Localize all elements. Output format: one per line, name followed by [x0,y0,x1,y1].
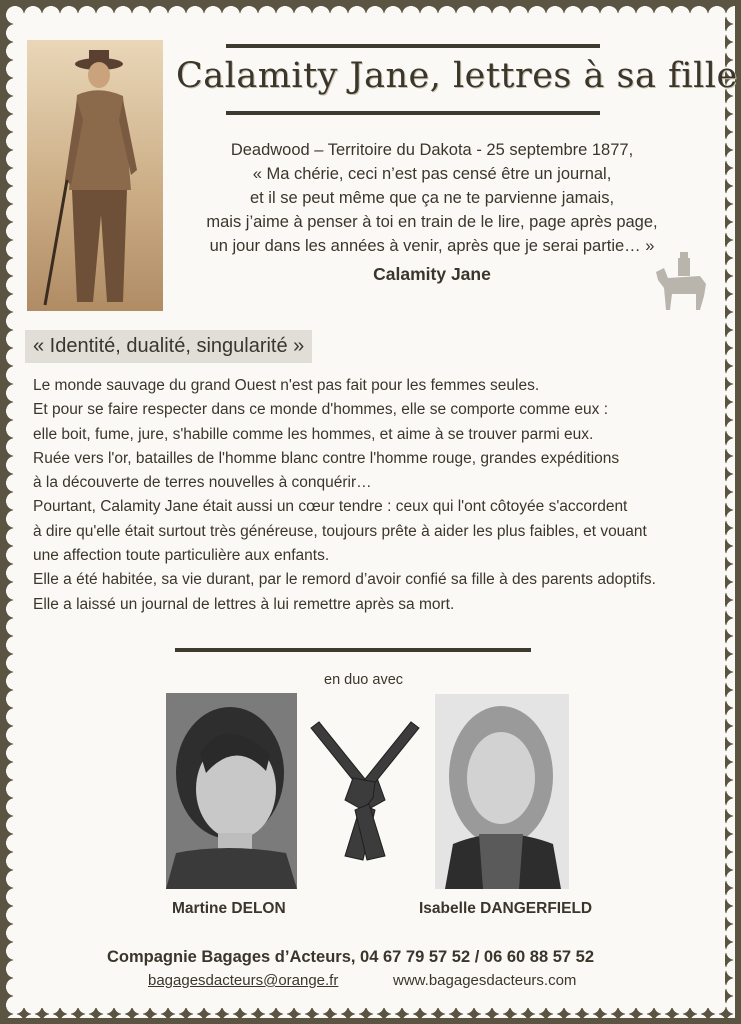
performer-name-isabelle: Isabelle DANGERFIELD [419,900,593,917]
email-link[interactable]: bagagesdacteurs@orange.fr [148,972,339,989]
quote-line: « Ma chérie, ceci n’est pas censé être un journal, [252,165,612,183]
quote-signature: Calamity Jane [373,264,491,284]
crossed-revolvers-icon [305,720,425,868]
journal-quote [182,138,682,286]
quote-line: et il se peut même que ça ne te parvienne jamais, [249,189,615,207]
isabelle-dangerfield-photo [435,694,569,889]
paragraph-line: elle boit, fume, jure, s'habille comme les hommes, et aime à se trouver parmi eux. [33,425,594,443]
title-rule-top [226,44,600,48]
performer-name-martine: Martine DELON [172,900,286,917]
paragraph-line: Ruée vers l'or, batailles de l'homme blanc contre l'homme rouge, grandes expéditions [33,449,620,467]
paragraph-line: une affection toute particulière aux enfants. [33,547,330,565]
section-divider [175,648,531,652]
quote-line: Deadwood – Territoire du Dakota - 25 septembre 1877, [230,141,634,159]
title-rule-bottom [226,111,600,115]
paragraph-line: Elle a été habitée, sa vie durant, par le remord d’avoir confié sa fille à des parents adoptifs. [33,571,656,589]
horse-rider-icon [650,248,712,314]
paragraph-line: à dire qu'elle était surtout très généreuse, toujours prête à aider les plus faibles, et vouant [33,522,647,540]
quote-line: un jour dans les années à venir, après que je serai partie… » [209,237,655,255]
paragraph-line: Et pour se faire respecter dans ce monde d'hommes, elle se comporte comme eux : [33,401,609,419]
company-contact: Compagnie Bagages d’Acteurs, 04 67 79 57 52 / 06 60 88 57 52 [107,948,595,966]
paragraph-line: à la découverte de terres nouvelles à conquérir… [33,474,372,492]
duo-label: en duo avec [324,672,404,688]
paragraph-line: Elle a laissé un journal de lettres à lui remettre après sa mort. [33,595,455,613]
page-title: Calamity Jane, lettres à sa fille [176,56,738,96]
martine-delon-photo [166,693,297,889]
section-paragraph [33,374,723,617]
calamity-jane-portrait [27,40,163,311]
paragraph-line: Pourtant, Calamity Jane était aussi un cœur tendre : ceux qui l'ont côtoyée s'accordent [33,498,628,516]
paragraph-line: Le monde sauvage du grand Ouest n'est pas fait pour les femmes seules. [33,377,540,394]
section-heading: « Identité, dualité, singularité » [25,330,312,363]
quote-line: mais j’aime à penser à toi en train de le lire, page après page, [206,213,658,231]
website-link[interactable]: www.bagagesdacteurs.com [393,972,577,989]
